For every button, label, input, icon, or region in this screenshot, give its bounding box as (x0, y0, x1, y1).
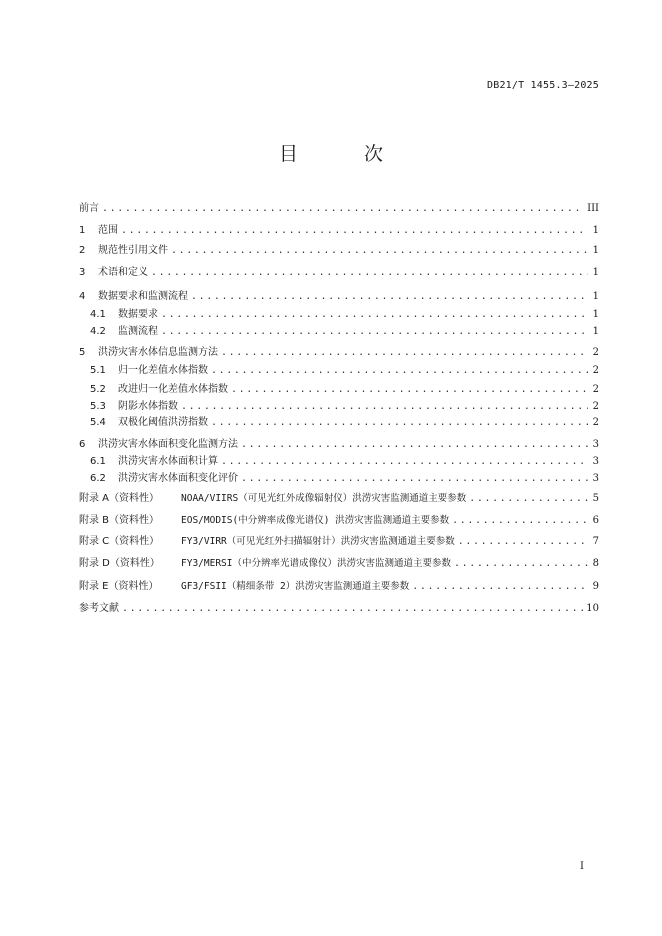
toc-entry-title: 阴影水体指数 (118, 401, 178, 412)
toc-entry-title: 改进归一化差值水体指数 (118, 384, 228, 395)
document-code: DB21/T 1455.3—2025 (487, 80, 599, 91)
toc-entry-title: 洪涝灾害水体面积计算 (118, 456, 218, 467)
toc-entry[interactable] (79, 470, 599, 488)
dot-leader (221, 344, 588, 362)
toc-entry-page: 1 (592, 245, 599, 256)
toc-entry-page: 1 (592, 225, 599, 236)
toc-entry-title: 规范性引用文件 (98, 245, 168, 256)
toc-entry[interactable] (79, 533, 599, 551)
toc-entry-page: 3 (592, 473, 599, 484)
toc-entry-number: 5.1 (90, 365, 106, 376)
dot-leader (241, 470, 588, 488)
toc-entry-number: 5.2 (90, 384, 106, 395)
dot-leader (211, 414, 588, 432)
toc-entry[interactable] (79, 200, 599, 218)
dot-leader (211, 362, 588, 380)
dot-leader (231, 381, 588, 399)
toc-entry[interactable] (79, 414, 599, 432)
toc-entry[interactable] (79, 600, 599, 618)
toc-entry-page: 2 (592, 384, 599, 395)
toc-entry-title: 洪涝灾害水体面积变化评价 (118, 473, 238, 484)
toc-entry-page: 10 (586, 603, 599, 614)
toc-entry-page: 3 (592, 439, 599, 450)
toc-entry-number: 6.2 (90, 473, 106, 484)
toc-entry-title: FY3/MERSI（中分辨率光谱成像仪）洪涝灾害监测通道主要参数 (181, 558, 451, 569)
toc-entry-page: 1 (592, 291, 599, 302)
dot-leader (191, 288, 588, 306)
toc-entry-title: 术语和定义 (98, 267, 148, 278)
dot-leader (221, 453, 588, 471)
toc-entry-title: GF3/FSII（精细条带 2）洪涝灾害监测通道主要参数 (181, 581, 410, 592)
dot-leader (458, 533, 588, 551)
dot-leader (161, 323, 588, 341)
toc-entry-title: 双极化阈值洪涝指数 (118, 417, 208, 428)
toc-entry-page: 9 (592, 581, 599, 592)
toc-entry-number: 附录 C（资料性） (79, 536, 160, 547)
toc-entry[interactable] (79, 222, 599, 240)
dot-leader (122, 600, 583, 618)
toc-entry-page: 1 (592, 309, 599, 320)
toc-entry-number: 3 (79, 267, 86, 278)
toc-entry-page: 2 (592, 401, 599, 412)
toc-entry-title: 监测流程 (118, 326, 158, 337)
toc-entry-page: 8 (592, 558, 599, 569)
toc-entry-page: 2 (592, 365, 599, 376)
page-number: I (580, 861, 584, 872)
toc-entry[interactable] (79, 490, 599, 508)
toc-entry-title: 洪涝灾害水体信息监测方法 (98, 347, 218, 358)
toc-entry[interactable] (79, 306, 599, 324)
toc-entry-number: 5.3 (90, 401, 106, 412)
toc-entry[interactable] (79, 264, 599, 282)
toc-entry-number: 6 (79, 439, 86, 450)
toc-entry-page: 3 (592, 456, 599, 467)
toc-entry-number: 1 (79, 225, 86, 236)
toc-entry-title: 数据要求 (118, 309, 158, 320)
dot-leader (161, 306, 588, 324)
toc-entry-number: 6.1 (90, 456, 106, 467)
toc-entry[interactable] (79, 323, 599, 341)
toc-entry-number: 附录 B（资料性） (79, 515, 160, 526)
toc-entry[interactable] (79, 453, 599, 471)
dot-leader (121, 222, 588, 240)
dot-leader (452, 512, 588, 530)
toc-entry-number: 附录 E（资料性） (79, 581, 159, 592)
dot-leader (102, 200, 584, 218)
toc-entry[interactable] (79, 288, 599, 306)
dot-leader (469, 490, 588, 508)
toc-entry-page: 7 (592, 536, 599, 547)
toc-entry[interactable] (79, 362, 599, 380)
toc-entry-page: 2 (592, 417, 599, 428)
toc-entry-number: 4.2 (90, 326, 106, 337)
toc-entry[interactable] (79, 436, 599, 454)
toc-entry-number: 附录 A（资料性） (79, 493, 160, 504)
dot-leader (171, 242, 588, 260)
toc-entry-title: NOAA/VIIRS（可见光红外成像辐射仪）洪涝灾害监测通道主要参数 (181, 493, 467, 504)
dot-leader (412, 578, 588, 596)
dot-leader (151, 264, 588, 282)
toc-entry[interactable] (79, 381, 599, 399)
toc-entry-number: 5 (79, 347, 86, 358)
toc-entry-page: 1 (592, 267, 599, 278)
toc-entry[interactable] (79, 555, 599, 573)
toc-entry-page: 5 (592, 493, 599, 504)
toc-entry-page: 6 (592, 515, 599, 526)
toc-title: 目 次 (278, 143, 414, 165)
toc-entry-number: 附录 D（资料性） (79, 558, 160, 569)
toc-entry[interactable] (79, 344, 599, 362)
toc-entry-page: 2 (592, 347, 599, 358)
toc-entry[interactable] (79, 578, 599, 596)
toc-entry-number: 4 (79, 291, 86, 302)
toc-entry-number: 2 (79, 245, 86, 256)
toc-entry-title: 参考文献 (79, 603, 119, 614)
toc-entry-page: III (587, 203, 599, 214)
toc-entry-title: EOS/MODIS(中分辨率成像光谱仪) 洪涝灾害监测通道主要参数 (181, 515, 450, 526)
toc-entry-title: 前言 (79, 203, 99, 214)
toc-entry-title: FY3/VIRR（可见光红外扫描辐射计）洪涝灾害监测通道主要参数 (181, 536, 455, 547)
toc-entry-page: 1 (592, 326, 599, 337)
toc-entry[interactable] (79, 242, 599, 260)
toc-entry-title: 洪涝灾害水体面积变化监测方法 (98, 439, 238, 450)
toc-entry-title: 范围 (98, 225, 118, 236)
toc-entry-title: 归一化差值水体指数 (118, 365, 208, 376)
toc-entry-number: 4.1 (90, 309, 106, 320)
toc-entry-number: 5.4 (90, 417, 106, 428)
toc-entry[interactable] (79, 512, 599, 530)
dot-leader (454, 555, 588, 573)
toc-entry-title: 数据要求和监测流程 (98, 291, 188, 302)
dot-leader (241, 436, 588, 454)
